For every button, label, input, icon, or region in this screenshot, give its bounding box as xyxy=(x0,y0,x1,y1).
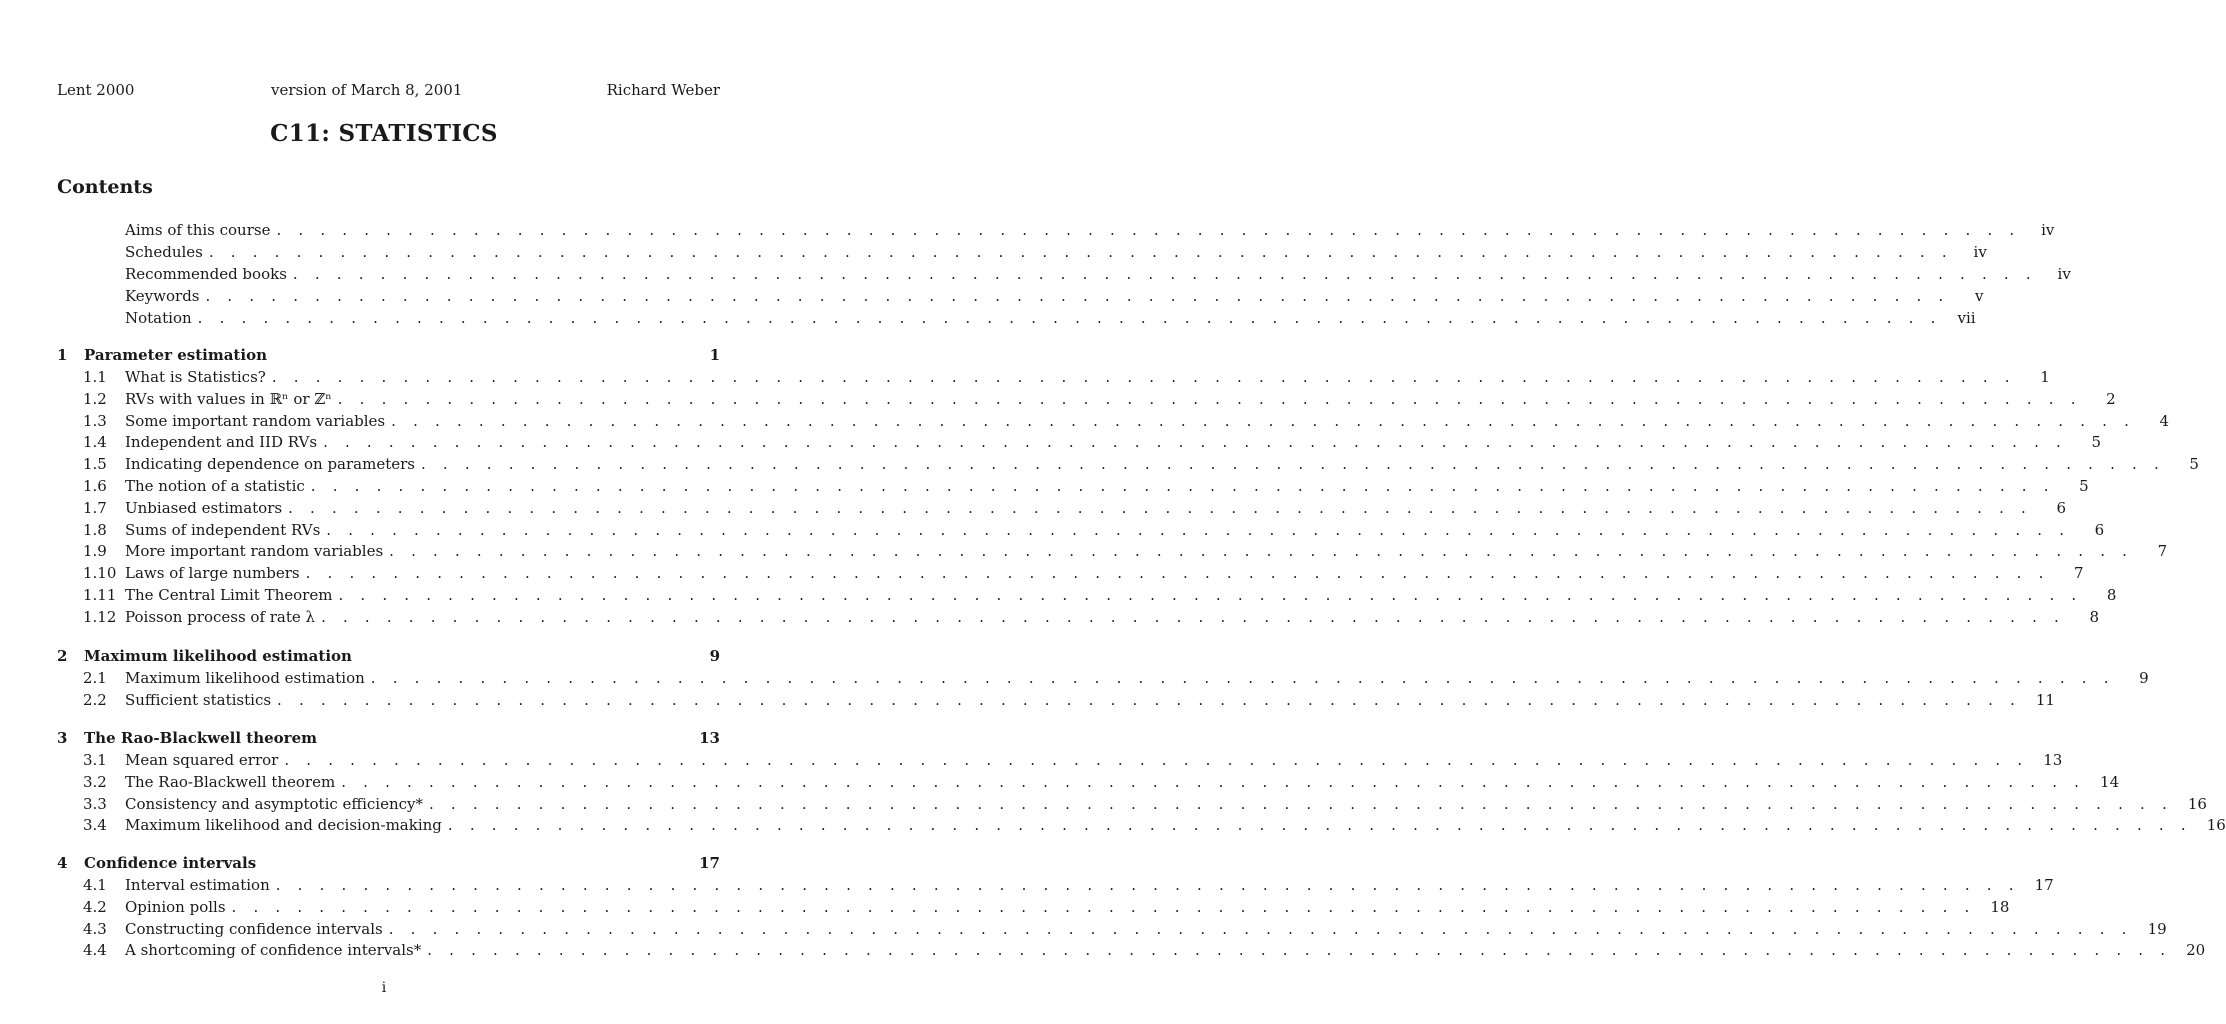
dot-leader: . . . . . . . . . . . . . . . . . . . . . . . . . . . . . . . . . . . . . . . . . . . . . . . . . . . . . . . . . . . . . . . . . . . . . . . . . . . . . . . . xyxy=(391,411,2136,430)
section-number: 4.1 xyxy=(83,876,107,894)
page-ref: 9 xyxy=(709,647,720,665)
section-number: 2.1 xyxy=(83,669,107,687)
toc-chapter xyxy=(57,852,720,874)
entry-title: The Rao-Blackwell theorem xyxy=(125,771,339,793)
dot-leader: . . . . . . . . . . . . . . . . . . . . . . . . . . . . . . . . . . . . . . . . . . . . . . . . . . . . . . . . . . . . . . . . . . . . . . . . . . . . . . . . xyxy=(231,897,1976,916)
page-ref: v xyxy=(1974,287,1984,305)
entry-title: Constructing confidence intervals xyxy=(125,918,387,940)
toc-entry xyxy=(57,939,2206,961)
page-ref: vii xyxy=(1957,309,1976,327)
dot-leader: . . . . . . . . . . . . . . . . . . . . . . . . . . . . . . . . . . . . . . . . . . . . . . . . . . . . . . . . . . . . . . . . . . . . . . . . . . . . . . . . xyxy=(337,389,2082,408)
entry-title: Some important random variables xyxy=(125,410,389,432)
chapter-number: 2 xyxy=(57,647,68,665)
entry-title: Maximum likelihood estimation xyxy=(125,667,369,689)
dot-leader: . . . . . . . . . . . . . . . . . . . . . . . . . . . . . . . . . . . . . . . . . . . . . . . . . . . . . . . . . . . . . . . . . . . . . . . . . . . . . . . . xyxy=(271,368,2016,386)
entry-title: Recommended books xyxy=(125,263,291,285)
toc-entry xyxy=(57,285,1984,307)
dot-leader: . . . . . . . . . . . . . . . . . . . . . . . . . . . . . . . . . . . . . . . . . . . . . . . . . . . . . . . . . . . . . . . . . . . . . . . . . . . . . . . . xyxy=(205,287,1950,305)
toc-entry xyxy=(57,667,2149,689)
page-ref: 1 xyxy=(2040,368,2050,386)
entry-title: The Central Limit Theorem xyxy=(125,584,336,606)
entry-title: A shortcoming of confidence intervals* xyxy=(125,939,425,961)
page-ref: 14 xyxy=(2100,772,2120,791)
dot-leader: . . . . . . . . . . . . . . . . . . . . . . . . . . . . . . . . . . . . . . . . . . . . . . . . . . . . . . . . . . . . . . . . . . . . . . . . . . . . . . . . xyxy=(208,243,1953,261)
section-number: 1.11 xyxy=(83,586,117,604)
page-ref: 17 xyxy=(699,854,720,872)
contents-heading: Contents xyxy=(57,176,153,198)
page-ref: 9 xyxy=(2139,669,2149,687)
section-number: 1.6 xyxy=(83,477,107,495)
section-number: 3.1 xyxy=(83,751,107,769)
entry-title: Independent and IID RVs xyxy=(125,431,321,453)
page-ref: 11 xyxy=(2035,690,2055,709)
entry-title: RVs with values in ℝⁿ or ℤⁿ xyxy=(125,388,336,410)
toc-entry xyxy=(57,771,2120,793)
page-ref: 5 xyxy=(2079,477,2089,495)
toc-entry xyxy=(57,431,2101,453)
page-number: i xyxy=(381,980,387,996)
dot-leader: . . . . . . . . . . . . . . . . . . . . . . . . . . . . . . . . . . . . . . . . . . . . . . . . . . . . . . . . . . . . . . . . . . . . . . . . . . . . . . . . xyxy=(427,941,2172,960)
page-ref: 7 xyxy=(2074,564,2084,583)
page-ref: iv xyxy=(2057,265,2071,283)
entry-title: Poisson process of rate λ xyxy=(125,606,319,628)
toc-entry xyxy=(57,219,2055,241)
page-ref: 2 xyxy=(2106,389,2116,408)
entry-title: Schedules xyxy=(125,241,207,263)
section-number: 1.8 xyxy=(83,520,107,539)
dot-leader: . . . . . . . . . . . . . . . . . . . . . . . . . . . . . . . . . . . . . . . . . . . . . . . . . . . . . . . . . . . . . . . . . . . . . . . . . . . . . . . . xyxy=(447,816,2192,835)
entry-title: More important random variables xyxy=(125,540,387,562)
toc-entry xyxy=(57,497,2067,519)
page-ref: 5 xyxy=(2091,433,2101,452)
dot-leader: . . . . . . . . . . . . . . . . . . . . . . . . . . . . . . . . . . . . . . . . . . . . . . . . . . . . . . . . . . . . . . . . . . . . . . . . . . . . . . . . xyxy=(370,669,2115,687)
toc-entry xyxy=(57,793,2207,815)
page-ref: 13 xyxy=(699,729,720,747)
dot-leader: . . . . . . . . . . . . . . . . . . . . . . . . . . . . . . . . . . . . . . . . . . . . . . . . . . . . . . . . . . . . . . . . . . . . . . . . . . . . . . . . xyxy=(428,794,2173,813)
toc-entry xyxy=(57,562,2084,584)
dot-leader: . . . . . . . . . . . . . . . . . . . . . . . . . . . . . . . . . . . . . . . . . . . . . . . . . . . . . . . . . . . . . . . . . . . . . . . . . . . . . . . . xyxy=(323,433,2067,452)
toc-entry xyxy=(57,366,2050,388)
dot-leader: . . . . . . . . . . . . . . . . . . . . . . . . . . . . . . . . . . . . . . . . . . . . . . . . . . . . . . . . . . . . . . . . . . . . . . . . . . . . . . . . xyxy=(277,690,2021,709)
dot-leader: . . . . . . . . . . . . . . . . . . . . . . . . . . . . . . . . . . . . . . . . . . . . . . . . . . . . . . . . . . . . . . . . . . . . . . . . . . . . . . . . xyxy=(276,221,2021,239)
section-number: 4.2 xyxy=(83,897,107,916)
chapter-title: Maximum likelihood estimation xyxy=(84,645,356,667)
page-ref: 7 xyxy=(2157,542,2168,561)
entry-title: Interval estimation xyxy=(125,874,274,896)
dot-leader: . . . . . . . . . . . . . . . . . . . . . . . . . . . . . . . . . . . . . . . . . . . . . . . . . . . . . . . . . . . . . . . . . . . . . . . . . . . . . . . . xyxy=(326,520,2071,539)
dot-leader: . . . . . . . . . . . . . . . . . . . . . . . . . . . . . . . . . . . . . . . . . . . . . . . . . . . . . . . . . . . . . . . . . . . . . . . . . . . . . . . . xyxy=(284,751,2029,769)
toc-entry xyxy=(57,918,2167,940)
page-ref: iv xyxy=(2041,221,2055,239)
page-ref: 20 xyxy=(2186,941,2206,960)
page-ref: 4 xyxy=(2159,411,2170,430)
entry-title: What is Statistics? xyxy=(125,366,270,388)
page-ref: iv xyxy=(1973,243,1987,261)
chapter-number: 4 xyxy=(57,854,68,872)
toc-entry xyxy=(57,896,2010,918)
header-author: Richard Weber xyxy=(606,81,720,99)
entry-title: Consistency and asymptotic efficiency* xyxy=(125,793,427,815)
running-header xyxy=(57,81,720,103)
dot-leader: . . . . . . . . . . . . . . . . . . . . . . . . . . . . . . . . . . . . . . . . . . . . . . . . . . . . . . . . . . . . . . . . . . . . . . . . . . . . . . . . xyxy=(197,309,1942,327)
toc-entry xyxy=(57,453,2199,475)
page-ref: 18 xyxy=(1990,897,2010,916)
entry-title: Sums of independent RVs xyxy=(125,519,324,541)
chapter-number: 3 xyxy=(57,729,68,747)
toc-entry xyxy=(57,540,2168,562)
page-ref: 1 xyxy=(709,346,720,364)
entry-title: Maximum likelihood and decision-making xyxy=(125,814,446,836)
page-ref: 16 xyxy=(2187,794,2207,813)
toc-entry xyxy=(57,689,2055,711)
dot-leader: . . . . . . . . . . . . . . . . . . . . . . . . . . . . . . . . . . . . . . . . . . . . . . . . . . . . . . . . . . . . . . . . . . . . . . . . . . . . . . . . xyxy=(292,265,2037,283)
entry-title: Sufficient statistics xyxy=(125,689,275,711)
toc-entry xyxy=(57,584,2117,606)
toc-entry xyxy=(57,241,1987,263)
toc-entry xyxy=(57,263,2071,285)
entry-title: Keywords xyxy=(125,285,204,307)
entry-title: Aims of this course xyxy=(125,219,274,241)
toc-entry xyxy=(57,475,2089,497)
section-number: 3.2 xyxy=(83,772,107,791)
page-ref: 16 xyxy=(2206,816,2226,835)
toc-chapter xyxy=(57,645,720,667)
page-ref: 6 xyxy=(2056,498,2067,517)
section-number: 4.4 xyxy=(83,941,107,960)
chapter-title: Confidence intervals xyxy=(84,852,260,874)
dot-leader: . . . . . . . . . . . . . . . . . . . . . . . . . . . . . . . . . . . . . . . . . . . . . . . . . . . . . . . . . . . . . . . . . . . . . . . . . . . . . . . . xyxy=(388,919,2133,938)
toc-entry xyxy=(57,874,2054,896)
entry-title: Unbiased estimators xyxy=(125,497,286,519)
dot-leader: . . . . . . . . . . . . . . . . . . . . . . . . . . . . . . . . . . . . . . . . . . . . . . . . . . . . . . . . . . . . . . . . . . . . . . . . . . . . . . . . xyxy=(341,772,2086,791)
dot-leader: . . . . . . . . . . . . . . . . . . . . . . . . . . . . . . . . . . . . . . . . . . . . . . . . . . . . . . . . . . . . . . . . . . . . . . . . . . . . . . . . xyxy=(288,498,2033,517)
page-ref: 6 xyxy=(2094,520,2105,539)
toc-entry xyxy=(57,749,2063,771)
section-number: 4.3 xyxy=(83,919,107,938)
entry-title: Indicating dependence on parameters xyxy=(125,453,419,475)
page-ref: 17 xyxy=(2034,876,2054,894)
entry-title: The notion of a statistic xyxy=(125,475,309,497)
header-term: Lent 2000 xyxy=(57,81,135,99)
dot-leader: . . . . . . . . . . . . . . . . . . . . . . . . . . . . . . . . . . . . . . . . . . . . . . . . . . . . . . . . . . . . . . . . . . . . . . . . . . . . . . . . xyxy=(310,477,2055,495)
section-number: 1.9 xyxy=(83,542,107,561)
entry-title: Mean squared error xyxy=(125,749,282,771)
dot-leader: . . . . . . . . . . . . . . . . . . . . . . . . . . . . . . . . . . . . . . . . . . . . . . . . . . . . . . . . . . . . . . . . . . . . . . . . . . . . . . . . xyxy=(338,586,2083,604)
toc-entry xyxy=(57,388,2116,410)
chapter-number: 1 xyxy=(57,346,68,364)
page-ref: 8 xyxy=(2106,586,2117,604)
toc-chapter xyxy=(57,344,720,366)
section-number: 3.4 xyxy=(83,816,107,835)
section-number: 1.7 xyxy=(83,498,107,517)
chapter-title: Parameter estimation xyxy=(84,344,271,366)
toc-entry xyxy=(57,606,2099,628)
section-number: 1.3 xyxy=(83,411,107,430)
entry-title: Opinion polls xyxy=(125,896,230,918)
toc-chapter xyxy=(57,727,720,749)
dot-leader: . . . . . . . . . . . . . . . . . . . . . . . . . . . . . . . . . . . . . . . . . . . . . . . . . . . . . . . . . . . . . . . . . . . . . . . . . . . . . . . . xyxy=(420,455,2165,474)
page-ref: 19 xyxy=(2147,919,2167,938)
chapter-title: The Rao-Blackwell theorem xyxy=(84,727,321,749)
header-version: version of March 8, 2001 xyxy=(271,81,463,99)
document-title: C11: STATISTICS xyxy=(270,120,498,147)
section-number: 1.1 xyxy=(83,368,107,386)
page-ref: 5 xyxy=(2189,455,2199,474)
section-number: 1.12 xyxy=(83,607,117,626)
dot-leader: . . . . . . . . . . . . . . . . . . . . . . . . . . . . . . . . . . . . . . . . . . . . . . . . . . . . . . . . . . . . . . . . . . . . . . . . . . . . . . . . xyxy=(321,607,2065,626)
toc-entry xyxy=(57,307,1976,329)
dot-leader: . . . . . . . . . . . . . . . . . . . . . . . . . . . . . . . . . . . . . . . . . . . . . . . . . . . . . . . . . . . . . . . . . . . . . . . . . . . . . . . . xyxy=(389,542,2134,561)
section-number: 2.2 xyxy=(83,690,107,709)
toc-entry xyxy=(57,814,2226,836)
section-number: 1.4 xyxy=(83,433,107,452)
toc-entry xyxy=(57,519,2105,541)
section-number: 1.2 xyxy=(83,389,107,408)
entry-title: Notation xyxy=(125,307,196,329)
entry-title: Laws of large numbers xyxy=(125,562,304,584)
section-number: 3.3 xyxy=(83,794,107,813)
page-ref: 13 xyxy=(2043,751,2063,769)
toc-entry xyxy=(57,410,2170,432)
section-number: 1.5 xyxy=(83,455,107,474)
dot-leader: . . . . . . . . . . . . . . . . . . . . . . . . . . . . . . . . . . . . . . . . . . . . . . . . . . . . . . . . . . . . . . . . . . . . . . . . . . . . . . . . xyxy=(275,876,2020,894)
section-number: 1.10 xyxy=(83,564,117,583)
dot-leader: . . . . . . . . . . . . . . . . . . . . . . . . . . . . . . . . . . . . . . . . . . . . . . . . . . . . . . . . . . . . . . . . . . . . . . . . . . . . . . . . xyxy=(305,564,2050,583)
page-ref: 8 xyxy=(2089,607,2099,626)
